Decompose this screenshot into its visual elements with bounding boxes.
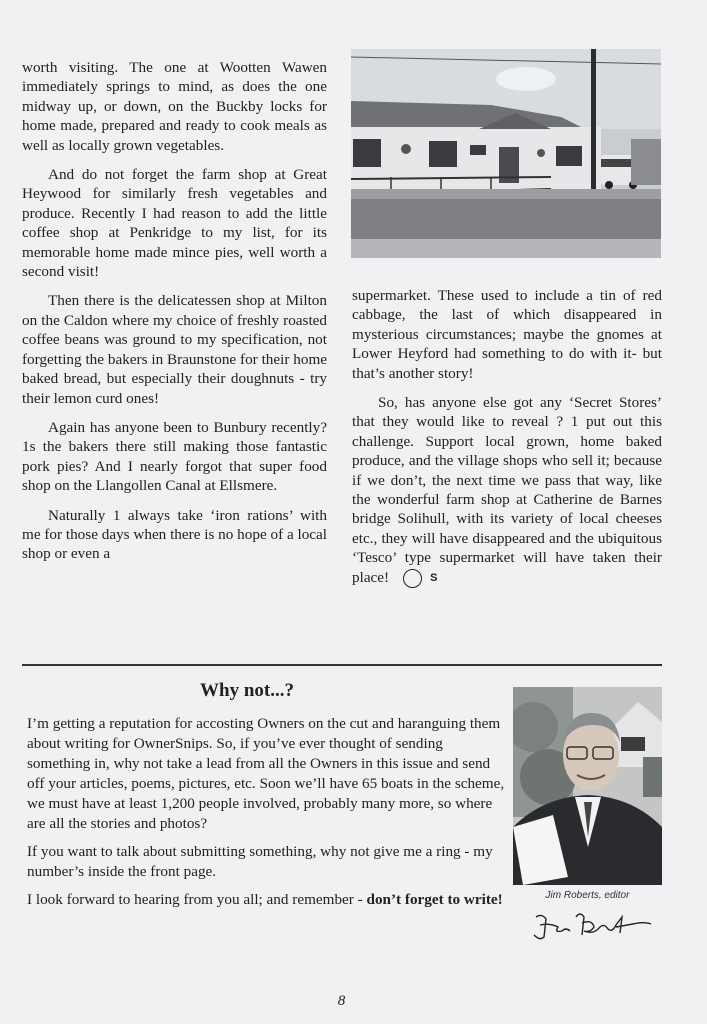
why-not-paragraph-1: I’m getting a reputation for accosting Owners on the cut and haranguing them about writing for OwnerSnips. So, if you’ve ever thought of sending something in, why not take a lead from all the Owners in this issue and send off your articles, poems, pictures, etc. Soon we’ll have 65 boats in the scheme, we must have at least 1,200 people involved, probably many more, so where are all the stories and photos? (27, 715, 505, 832)
left-column (22, 58, 327, 574)
why-not-paragraph-3 (27, 890, 507, 910)
left-paragraph-1: worth visiting. The one at Wootten Wawen immediately springs to mind, as does the one midway up, or down, on the Buckby locks for home made, prepared and ready to cook meals as well as locally grown vegetables. (22, 59, 327, 154)
why-not-paragraph-2: If you want to talk about submitting something, why not give me a ring - my number’s inside the front page. (27, 843, 493, 880)
farm-shop-photo (351, 49, 661, 258)
why-not-body (27, 714, 507, 918)
right-paragraph-2 (352, 393, 662, 588)
right-paragraph-1: supermarket. These used to include a tin of red cabbage, the last of which disappeared in mysterious circumstances; maybe the gnomes at Lower Heyford had something to do with it- but that’s another story! (352, 287, 662, 382)
right-paragraph-2-text: So, has anyone else got any ‘Secret Stores’ that they would like to reveal ? 1 put out this challenge. Support local grown, home baked produce, and the village shops who sell it; because if we don’t, the next time we pass that way, like the wonderful farm shop at Catherine de Barnes bridge Solihull, with its variety of local cheeses etc., they will have disappeared and the ubiquitous ‘Tesco’ type supermarket will have taken their place! (352, 394, 662, 586)
why-not-heading: Why not...? (200, 680, 294, 701)
editor-portrait-photo (513, 687, 662, 885)
dont-forget-to-write: don’t forget to write! (366, 891, 503, 908)
left-paragraph-5: Naturally 1 always take ‘iron rations’ with me for those days when there is no hope of a local shop or even a (22, 506, 327, 563)
left-paragraph-3: Then there is the delicatessen shop at Milton on the Caldon where my choice of freshly roasted coffee beans was ground to my specification, not forgetting the bakers in Braunstone for their home baked bread, but especially their doughnuts - try their lemon curd ones! (22, 292, 327, 407)
page-number: 8 (337, 993, 346, 1009)
left-paragraph-4: Again has anyone been to Bunbury recently? 1s the bakers there still making those fantastic pork pies? And I nearly forgot that super food shop on the Llangollen Canal at Ellsmere. (22, 418, 327, 495)
editor-signature (528, 905, 653, 945)
end-mark-logo: S (403, 569, 422, 588)
why-not-paragraph-3-text: I look forward to hearing from you all; and remember - (27, 891, 367, 908)
section-divider (22, 664, 662, 666)
left-paragraph-2: And do not forget the farm shop at Great Heywood for similarly fresh vegetables and produce. Recently I had reason to add the little coffee shop at Penkridge to my list, for its memorable home made mince pies, well worth a second visit! (22, 166, 327, 281)
right-column (352, 286, 662, 598)
editor-caption: Jim Roberts, editor (545, 890, 630, 901)
